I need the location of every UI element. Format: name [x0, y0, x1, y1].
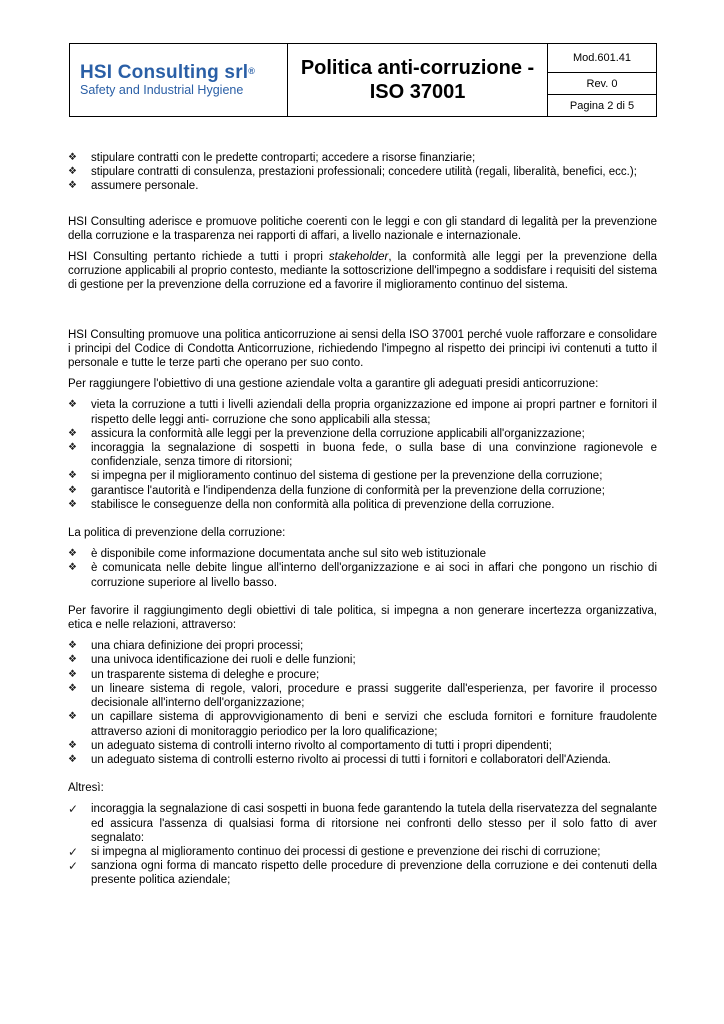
diamond-bullet-icon: ❖	[68, 427, 77, 439]
paragraph: Altresì:	[68, 782, 104, 795]
registered-mark: ®	[248, 65, 256, 76]
module-code: Mod.601.41	[548, 44, 656, 73]
diamond-bullet-icon: ❖	[68, 668, 77, 680]
diamond-bullet-icon: ❖	[68, 166, 77, 178]
document-header	[69, 43, 657, 117]
diamond-bullet-icon: ❖	[68, 484, 77, 496]
paragraph: HSI Consulting promuove una politica anticorruzione ai sensi della ISO 37001 perché vuole rafforzare e consolidare i principi del Codice di Condotta Anticorruzione, richiedendo l'impegno al rispetto dei principi ivi contenuti a tutto il personale e tutte le terze parti che operano per suo conto.	[68, 328, 657, 370]
diamond-bullet-icon: ❖	[68, 654, 77, 666]
paragraph: HSI Consulting pertanto richiede a tutti i propri stakeholder, la conformità alle leggi per la prevenzione della corruzione applicabili al proprio contesto, mediante la sottoscrizione dell'impegno a soddisfare i requisiti del sistema di gestione per la prevenzione della corruzione ed a favorire il miglioramento continuo del sistema.	[68, 251, 657, 292]
document-meta	[548, 44, 656, 116]
document-body	[68, 151, 657, 888]
list-item: ❖ incoraggia la segnalazione di sospetti in buona fede, o sulla base di una convinzione ragionevole e confidenziale, senza timore di ritorsioni;	[68, 442, 657, 469]
bullet-list-2	[68, 398, 657, 512]
diamond-bullet-icon: ❖	[68, 739, 77, 751]
list-item: ✓ sanziona ogni forma di mancato rispetto delle procedure di prevenzione della corruzione e dei contenuti della presente politica aziendale;	[68, 859, 657, 887]
list-item: ❖ si impegna per il miglioramento continuo del sistema di gestione per la prevenzione della corruzione;	[68, 470, 603, 483]
list-item: ❖ è disponibile come informazione documentata anche sul sito web istituzionale	[68, 548, 487, 561]
list-item: ❖ stipulare contratti con le predette controparti; accedere a risorse finanziarie;	[68, 152, 476, 164]
paragraph: HSI Consulting aderisce e promuove politiche coerenti con le leggi e con gli standard di legalità per la prevenzione della corruzione e la trasparenza nei rapporti di affari, a livello nazionale e internazionale.	[68, 215, 657, 242]
company-logo	[70, 44, 288, 116]
check-list	[68, 802, 657, 887]
list-item: ❖ è comunicata nelle debite lingue all'interno dell'organizzazione e ai soci in affari che pongono un rischio di corruzione superiore al livello basso.	[68, 562, 657, 589]
page-number: Pagina 2 di 5	[569, 99, 635, 112]
list-item: ❖ un capillare sistema di approvvigionamento di beni e servizi che escluda fornitori e forniture fraudolente attraverso azioni di monitoraggio periodico per la loro qualificazione;	[68, 711, 657, 738]
diamond-bullet-icon: ❖	[68, 753, 77, 765]
diamond-bullet-icon: ❖	[68, 711, 77, 723]
diamond-bullet-icon: ❖	[68, 548, 77, 560]
bullet-list-4	[68, 639, 657, 767]
list-item: ❖ un trasparente sistema di deleghe e procure;	[68, 668, 320, 681]
diamond-bullet-icon: ❖	[68, 498, 77, 510]
checkmark-icon: ✓	[68, 844, 79, 859]
diamond-bullet-icon: ❖	[68, 180, 77, 192]
logo-subtitle: Safety and Industrial Hygiene	[80, 82, 244, 97]
diamond-bullet-icon: ❖	[68, 682, 77, 694]
list-item: ❖ assumere personale.	[68, 180, 199, 193]
diamond-bullet-icon: ❖	[68, 152, 77, 163]
diamond-bullet-icon: ❖	[68, 562, 77, 574]
stakeholder-term: stakeholder	[328, 251, 389, 264]
document-title: Politica anti-corruzione - ISO 37001	[288, 44, 548, 116]
logo-name: HSI Consulting srl	[80, 61, 249, 83]
bullet-list-1	[68, 151, 657, 194]
list-item: ❖ un adeguato sistema di controlli interno rivolto al comportamento di tutti i propri dipendenti;	[68, 739, 552, 752]
checkmark-icon: ✓	[68, 802, 79, 817]
revision: Rev. 0	[548, 73, 656, 95]
list-item: ❖ stabilisce le conseguenze della non conformità alla politica di prevenzione della corruzione.	[68, 498, 555, 511]
list-item: ❖ assicura la conformità alle leggi per la prevenzione della corruzione applicabili all'organizzazione;	[68, 427, 585, 440]
bullet-list-3	[68, 547, 657, 590]
paragraph: La politica di prevenzione della corruzione:	[68, 527, 286, 540]
list-item: ❖ garantisce l'autorità e l'indipendenza della funzione di conformità per la prevenzione della corruzione;	[68, 484, 605, 497]
diamond-bullet-icon: ❖	[68, 442, 77, 454]
list-item: ✓ si impegna al miglioramento continuo dei processi di gestione e prevenzione dei rischi di corruzione;	[68, 844, 601, 859]
diamond-bullet-icon: ❖	[68, 640, 77, 652]
diamond-bullet-icon: ❖	[68, 470, 77, 482]
list-item: ❖ un adeguato sistema di controlli esterno rivolto ai processi di tutti i fornitori e collaboratori dell'Azienda.	[68, 753, 611, 766]
list-item: ❖ un lineare sistema di regole, valori, procedure e prassi suggerite dall'esperienza, per favorire il processo decisionale all'interno dell'organizzazione;	[68, 682, 657, 710]
diamond-bullet-icon: ❖	[68, 399, 77, 411]
list-item: ❖ una univoca identificazione dei ruoli e delle funzioni;	[68, 654, 356, 667]
paragraph: Per favorire il raggiungimento degli obiettivi di tale politica, si impegna a non generare incertezza organizzativa, etica e nelle relazioni, attraverso:	[68, 604, 657, 632]
list-item: ❖ una chiara definizione dei propri processi;	[68, 640, 304, 653]
list-item: ❖ stipulare contratti di consulenza, prestazioni professionali; concedere utilità (regali, liberalità, benefici, ecc.);	[68, 166, 637, 179]
list-item: ✓ incoraggia la segnalazione di casi sospetti in buona fede garantendo la tutela della riservatezza del segnalante ed assicura l'assenza di qualsiasi forma di ritorsione nei confronti dello stesso per il solo fatto di aver segnalato:	[68, 802, 657, 844]
checkmark-icon: ✓	[68, 859, 79, 874]
paragraph: Per raggiungere l'obiettivo di una gestione aziendale volta a garantire gli adeguati presidi anticorruzione:	[68, 378, 599, 391]
list-item: ❖ vieta la corruzione a tutti i livelli aziendali della propria organizzazione ed impone ai propri partner e fornitori il rispetto delle leggi anti- corruzione che sono applicabili alla stessa;	[68, 399, 657, 426]
